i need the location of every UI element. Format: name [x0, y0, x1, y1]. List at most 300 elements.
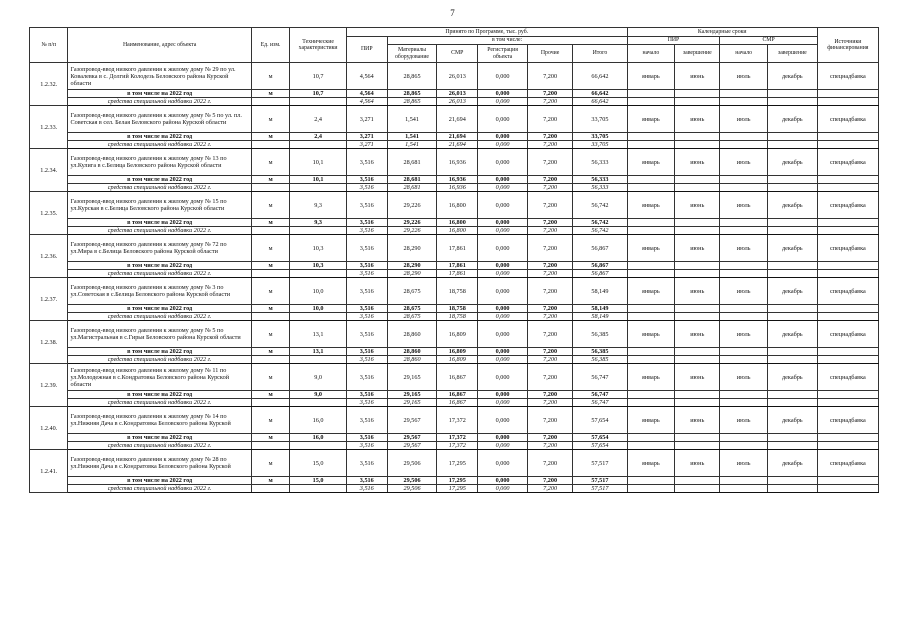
row-number: 1.2.40.	[30, 407, 68, 450]
empty-cell	[817, 98, 878, 106]
subtotal-registration: 0,000	[478, 90, 528, 98]
smr-end-cell: декабрь	[767, 192, 817, 219]
empty-cell	[817, 184, 878, 192]
subtotal-other: 7,200	[527, 305, 572, 313]
funding-total: 66,642	[573, 98, 627, 106]
empty-cell	[627, 227, 675, 235]
funding-materials: 29,506	[387, 485, 437, 493]
empty-cell	[290, 270, 347, 278]
smr-start-cell: июль	[720, 278, 768, 305]
smr-cell: 16,936	[437, 149, 478, 176]
funding-row	[30, 98, 879, 106]
funding-registration: 0,000	[478, 98, 528, 106]
header-pir: ПИР	[346, 37, 387, 63]
subtotal-registration: 0,000	[478, 262, 528, 270]
smr-start-cell: июль	[720, 407, 768, 434]
funding-materials: 28,290	[387, 270, 437, 278]
pir-start-cell: январь	[627, 235, 675, 262]
row-number: 1.2.36.	[30, 235, 68, 278]
subtotal-total: 56,867	[573, 262, 627, 270]
subtotal-other: 7,200	[527, 90, 572, 98]
subtotal-unit: м	[251, 133, 289, 141]
pir-cell: 3,516	[346, 278, 387, 305]
other-cell: 7,200	[527, 149, 572, 176]
pir-cell: 3,271	[346, 106, 387, 133]
subtotal-length: 10,3	[290, 262, 347, 270]
empty-cell	[627, 313, 675, 321]
funding-registration: 0,000	[478, 399, 528, 407]
empty-cell	[675, 485, 720, 493]
funding-materials: 1,541	[387, 141, 437, 149]
subtotal-other: 7,200	[527, 176, 572, 184]
row-number: 1.2.38.	[30, 321, 68, 364]
empty-cell	[627, 141, 675, 149]
page-number: 7	[450, 8, 455, 18]
pir-cell: 3,516	[346, 450, 387, 477]
table-body	[30, 63, 879, 493]
empty-cell	[767, 313, 817, 321]
subtotal-length: 13,1	[290, 348, 347, 356]
funding-registration: 0,000	[478, 227, 528, 235]
registration-cell: 0,000	[478, 192, 528, 219]
subtotal-materials: 29,226	[387, 219, 437, 227]
subtotal-smr: 16,800	[437, 219, 478, 227]
subtotal-row	[30, 434, 879, 442]
header-smr: СМР	[437, 45, 478, 63]
subtotal-row	[30, 348, 879, 356]
empty-cell	[817, 434, 878, 442]
empty-cell	[627, 262, 675, 270]
subtotal-smr: 16,936	[437, 176, 478, 184]
empty-cell	[290, 313, 347, 321]
empty-cell	[627, 442, 675, 450]
header-materials: Материалы оборудование	[387, 45, 437, 63]
subtotal-smr: 18,758	[437, 305, 478, 313]
empty-cell	[720, 98, 768, 106]
header-other: Прочие	[527, 45, 572, 63]
unit-cell: м	[251, 407, 289, 434]
empty-cell	[675, 313, 720, 321]
subtotal-pir: 3,516	[346, 434, 387, 442]
empty-cell	[720, 356, 768, 364]
source-cell: спецнадбавка	[817, 450, 878, 477]
empty-cell	[627, 90, 675, 98]
object-name: Газопровод-ввод низкого давления к жилому дому № 11 по ул.Молодежная в с.Кондратовка Беловского района Курской области	[68, 364, 251, 391]
funding-registration: 0,000	[478, 485, 528, 493]
subtotal-label: в том числе на 2022 год	[68, 348, 251, 356]
source-cell: спецнадбавка	[817, 278, 878, 305]
funding-label: средства специальной надбавки 2022 г.	[68, 98, 251, 106]
object-name: Газопровод-ввод низкого давления к жилому дому № 15 по ул.Курская в с.Белица Беловского района Курской области	[68, 192, 251, 219]
header-cal-pir: ПИР	[627, 37, 720, 45]
empty-cell	[817, 219, 878, 227]
subtotal-registration: 0,000	[478, 477, 528, 485]
pir-start-cell: январь	[627, 192, 675, 219]
empty-cell	[251, 227, 289, 235]
funding-materials: 28,681	[387, 184, 437, 192]
header-smr-start: начало	[720, 45, 768, 63]
subtotal-smr: 16,867	[437, 391, 478, 399]
subtotal-row	[30, 391, 879, 399]
pir-end-cell: июнь	[675, 235, 720, 262]
empty-cell	[675, 434, 720, 442]
empty-cell	[817, 356, 878, 364]
empty-cell	[627, 348, 675, 356]
pir-start-cell: январь	[627, 106, 675, 133]
registration-cell: 0,000	[478, 364, 528, 391]
empty-cell	[290, 98, 347, 106]
funding-smr: 16,936	[437, 184, 478, 192]
subtotal-unit: м	[251, 219, 289, 227]
materials-cell: 28,290	[387, 235, 437, 262]
table-row	[30, 149, 879, 176]
row-number: 1.2.34.	[30, 149, 68, 192]
subtotal-label: в том числе на 2022 год	[68, 176, 251, 184]
smr-cell: 16,800	[437, 192, 478, 219]
length-cell: 10,3	[290, 235, 347, 262]
materials-cell: 29,567	[387, 407, 437, 434]
row-number: 1.2.35.	[30, 192, 68, 235]
subtotal-pir: 3,271	[346, 133, 387, 141]
empty-cell	[290, 356, 347, 364]
empty-cell	[767, 485, 817, 493]
object-name: Газопровод-ввод низкого давления к жилому дому № 5 по ул.Магистральная в с.Гирьи Беловского района Курской области	[68, 321, 251, 348]
empty-cell	[817, 399, 878, 407]
subtotal-unit: м	[251, 348, 289, 356]
subtotal-total: 56,747	[573, 391, 627, 399]
object-name: Газопровод-ввод низкого давления к жилому дому № 14 по ул.Нижняя Дача в с.Кондратовка Беловского района Курской	[68, 407, 251, 434]
empty-cell	[290, 184, 347, 192]
subtotal-registration: 0,000	[478, 348, 528, 356]
smr-start-cell: июль	[720, 149, 768, 176]
funding-pir: 3,516	[346, 485, 387, 493]
subtotal-length: 2,4	[290, 133, 347, 141]
smr-cell: 16,809	[437, 321, 478, 348]
subtotal-other: 7,200	[527, 133, 572, 141]
subtotal-unit: м	[251, 176, 289, 184]
funding-total: 56,867	[573, 270, 627, 278]
empty-cell	[675, 133, 720, 141]
funding-registration: 0,000	[478, 270, 528, 278]
smr-start-cell: июль	[720, 192, 768, 219]
header-name: Наименование, адрес объекта	[68, 28, 251, 63]
smr-end-cell: декабрь	[767, 364, 817, 391]
smr-end-cell: декабрь	[767, 321, 817, 348]
subtotal-smr: 17,295	[437, 477, 478, 485]
table-row	[30, 235, 879, 262]
empty-cell	[290, 141, 347, 149]
funding-total: 56,385	[573, 356, 627, 364]
empty-cell	[767, 262, 817, 270]
subtotal-pir: 4,564	[346, 90, 387, 98]
funding-pir: 3,516	[346, 227, 387, 235]
pir-cell: 4,564	[346, 63, 387, 90]
subtotal-other: 7,200	[527, 348, 572, 356]
unit-cell: м	[251, 235, 289, 262]
header-registration: Регистрация объекта	[478, 45, 528, 63]
subtotal-unit: м	[251, 477, 289, 485]
subtotal-smr: 17,861	[437, 262, 478, 270]
subtotal-other: 7,200	[527, 434, 572, 442]
funding-materials: 29,567	[387, 442, 437, 450]
object-name: Газопровод-ввод низкого давления к жилому дому № 72 по ул.Мира в с.Белица Беловского района Курской области	[68, 235, 251, 262]
header-smr-end: завершение	[767, 45, 817, 63]
empty-cell	[767, 305, 817, 313]
funding-other: 7,200	[527, 485, 572, 493]
empty-cell	[720, 176, 768, 184]
subtotal-label: в том числе на 2022 год	[68, 391, 251, 399]
total-cell: 56,747	[573, 364, 627, 391]
funding-total: 56,747	[573, 399, 627, 407]
empty-cell	[720, 270, 768, 278]
funding-total: 56,333	[573, 184, 627, 192]
subtotal-total: 57,654	[573, 434, 627, 442]
funding-label: средства специальной надбавки 2022 г.	[68, 485, 251, 493]
funding-other: 7,200	[527, 98, 572, 106]
empty-cell	[627, 477, 675, 485]
empty-cell	[767, 348, 817, 356]
subtotal-registration: 0,000	[478, 133, 528, 141]
subtotal-length: 10,1	[290, 176, 347, 184]
funding-total: 56,742	[573, 227, 627, 235]
empty-cell	[290, 227, 347, 235]
smr-cell: 26,013	[437, 63, 478, 90]
table-row	[30, 450, 879, 477]
empty-cell	[290, 485, 347, 493]
registration-cell: 0,000	[478, 278, 528, 305]
funding-registration: 0,000	[478, 442, 528, 450]
subtotal-row	[30, 219, 879, 227]
empty-cell	[720, 219, 768, 227]
pir-end-cell: июнь	[675, 63, 720, 90]
empty-cell	[767, 434, 817, 442]
subtotal-label: в том числе на 2022 год	[68, 262, 251, 270]
other-cell: 7,200	[527, 63, 572, 90]
source-cell: спецнадбавка	[817, 192, 878, 219]
empty-cell	[767, 141, 817, 149]
pir-end-cell: июнь	[675, 149, 720, 176]
funding-label: средства специальной надбавки 2022 г.	[68, 356, 251, 364]
program-table	[29, 27, 879, 493]
subtotal-pir: 3,516	[346, 262, 387, 270]
subtotal-registration: 0,000	[478, 391, 528, 399]
empty-cell	[251, 442, 289, 450]
funding-row	[30, 485, 879, 493]
empty-cell	[767, 356, 817, 364]
empty-cell	[817, 176, 878, 184]
funding-total: 57,517	[573, 485, 627, 493]
empty-cell	[767, 98, 817, 106]
empty-cell	[675, 356, 720, 364]
smr-end-cell: декабрь	[767, 63, 817, 90]
smr-cell: 18,758	[437, 278, 478, 305]
subtotal-smr: 26,013	[437, 90, 478, 98]
subtotal-smr: 21,694	[437, 133, 478, 141]
length-cell: 9,3	[290, 192, 347, 219]
funding-label: средства специальной надбавки 2022 г.	[68, 227, 251, 235]
funding-pir: 3,516	[346, 313, 387, 321]
empty-cell	[720, 90, 768, 98]
empty-cell	[251, 485, 289, 493]
smr-cell: 17,861	[437, 235, 478, 262]
funding-registration: 0,000	[478, 184, 528, 192]
empty-cell	[627, 356, 675, 364]
empty-cell	[817, 141, 878, 149]
empty-cell	[720, 184, 768, 192]
funding-row	[30, 313, 879, 321]
header-unit: Ед. изм.	[251, 28, 289, 63]
funding-smr: 21,694	[437, 141, 478, 149]
unit-cell: м	[251, 63, 289, 90]
other-cell: 7,200	[527, 407, 572, 434]
funding-smr: 16,800	[437, 227, 478, 235]
funding-materials: 28,865	[387, 98, 437, 106]
funding-smr: 16,809	[437, 356, 478, 364]
funding-registration: 0,000	[478, 356, 528, 364]
unit-cell: м	[251, 106, 289, 133]
other-cell: 7,200	[527, 278, 572, 305]
empty-cell	[817, 477, 878, 485]
smr-start-cell: июль	[720, 63, 768, 90]
row-number: 1.2.32.	[30, 63, 68, 106]
subtotal-materials: 1,541	[387, 133, 437, 141]
header-source: Источники финансирования	[817, 28, 878, 63]
funding-pir: 3,271	[346, 141, 387, 149]
materials-cell: 28,675	[387, 278, 437, 305]
smr-end-cell: декабрь	[767, 235, 817, 262]
empty-cell	[720, 399, 768, 407]
pir-cell: 3,516	[346, 149, 387, 176]
row-number: 1.2.39.	[30, 364, 68, 407]
total-cell: 57,517	[573, 450, 627, 477]
funding-row	[30, 442, 879, 450]
empty-cell	[720, 485, 768, 493]
subtotal-row	[30, 176, 879, 184]
subtotal-pir: 3,516	[346, 305, 387, 313]
length-cell: 15,0	[290, 450, 347, 477]
empty-cell	[627, 270, 675, 278]
header-incl: в том числе:	[387, 37, 627, 45]
subtotal-materials: 29,165	[387, 391, 437, 399]
subtotal-unit: м	[251, 90, 289, 98]
subtotal-length: 10,0	[290, 305, 347, 313]
subtotal-total: 66,642	[573, 90, 627, 98]
pir-start-cell: январь	[627, 450, 675, 477]
funding-total: 58,149	[573, 313, 627, 321]
subtotal-materials: 29,567	[387, 434, 437, 442]
length-cell: 2,4	[290, 106, 347, 133]
empty-cell	[720, 348, 768, 356]
funding-smr: 16,867	[437, 399, 478, 407]
funding-materials: 28,675	[387, 313, 437, 321]
funding-row	[30, 399, 879, 407]
funding-smr: 26,013	[437, 98, 478, 106]
pir-cell: 3,516	[346, 321, 387, 348]
empty-cell	[675, 399, 720, 407]
total-cell: 56,742	[573, 192, 627, 219]
pir-end-cell: июнь	[675, 278, 720, 305]
pir-end-cell: июнь	[675, 450, 720, 477]
smr-start-cell: июль	[720, 364, 768, 391]
empty-cell	[767, 227, 817, 235]
table-row	[30, 278, 879, 305]
empty-cell	[251, 141, 289, 149]
header-accepted: Принято по Программе, тыс. руб.	[346, 28, 627, 37]
materials-cell: 28,865	[387, 63, 437, 90]
total-cell: 56,385	[573, 321, 627, 348]
subtotal-label: в том числе на 2022 год	[68, 219, 251, 227]
funding-pir: 4,564	[346, 98, 387, 106]
subtotal-other: 7,200	[527, 262, 572, 270]
empty-cell	[290, 399, 347, 407]
pir-cell: 3,516	[346, 235, 387, 262]
funding-row	[30, 270, 879, 278]
funding-total: 33,705	[573, 141, 627, 149]
materials-cell: 29,226	[387, 192, 437, 219]
total-cell: 56,333	[573, 149, 627, 176]
subtotal-total: 57,517	[573, 477, 627, 485]
subtotal-other: 7,200	[527, 219, 572, 227]
empty-cell	[675, 184, 720, 192]
header-pir-start: начало	[627, 45, 675, 63]
header-cal-smr: СМР	[720, 37, 817, 45]
table-row	[30, 364, 879, 391]
subtotal-pir: 3,516	[346, 348, 387, 356]
funding-label: средства специальной надбавки 2022 г.	[68, 184, 251, 192]
empty-cell	[675, 391, 720, 399]
funding-other: 7,200	[527, 356, 572, 364]
empty-cell	[720, 434, 768, 442]
pir-start-cell: январь	[627, 63, 675, 90]
pir-start-cell: январь	[627, 149, 675, 176]
empty-cell	[251, 184, 289, 192]
length-cell: 16,0	[290, 407, 347, 434]
empty-cell	[675, 141, 720, 149]
empty-cell	[251, 356, 289, 364]
empty-cell	[767, 133, 817, 141]
empty-cell	[817, 485, 878, 493]
funding-pir: 3,516	[346, 184, 387, 192]
funding-other: 7,200	[527, 227, 572, 235]
subtotal-length: 15,0	[290, 477, 347, 485]
empty-cell	[720, 442, 768, 450]
pir-start-cell: январь	[627, 407, 675, 434]
empty-cell	[817, 133, 878, 141]
funding-label: средства специальной надбавки 2022 г.	[68, 270, 251, 278]
source-cell: спецнадбавка	[817, 235, 878, 262]
smr-start-cell: июль	[720, 450, 768, 477]
header-tech: Технические характеристики	[290, 28, 347, 63]
empty-cell	[720, 262, 768, 270]
other-cell: 7,200	[527, 235, 572, 262]
funding-row	[30, 141, 879, 149]
funding-other: 7,200	[527, 270, 572, 278]
empty-cell	[251, 313, 289, 321]
registration-cell: 0,000	[478, 149, 528, 176]
subtotal-registration: 0,000	[478, 305, 528, 313]
row-number: 1.2.41.	[30, 450, 68, 493]
subtotal-length: 10,7	[290, 90, 347, 98]
total-cell: 57,654	[573, 407, 627, 434]
table-row	[30, 407, 879, 434]
pir-cell: 3,516	[346, 192, 387, 219]
subtotal-other: 7,200	[527, 391, 572, 399]
empty-cell	[720, 133, 768, 141]
unit-cell: м	[251, 364, 289, 391]
empty-cell	[720, 313, 768, 321]
object-name: Газопровод-ввод низкого давления к жилому дому № 13 по ул.Кулига в с.Белица Беловского района Курской области	[68, 149, 251, 176]
other-cell: 7,200	[527, 192, 572, 219]
